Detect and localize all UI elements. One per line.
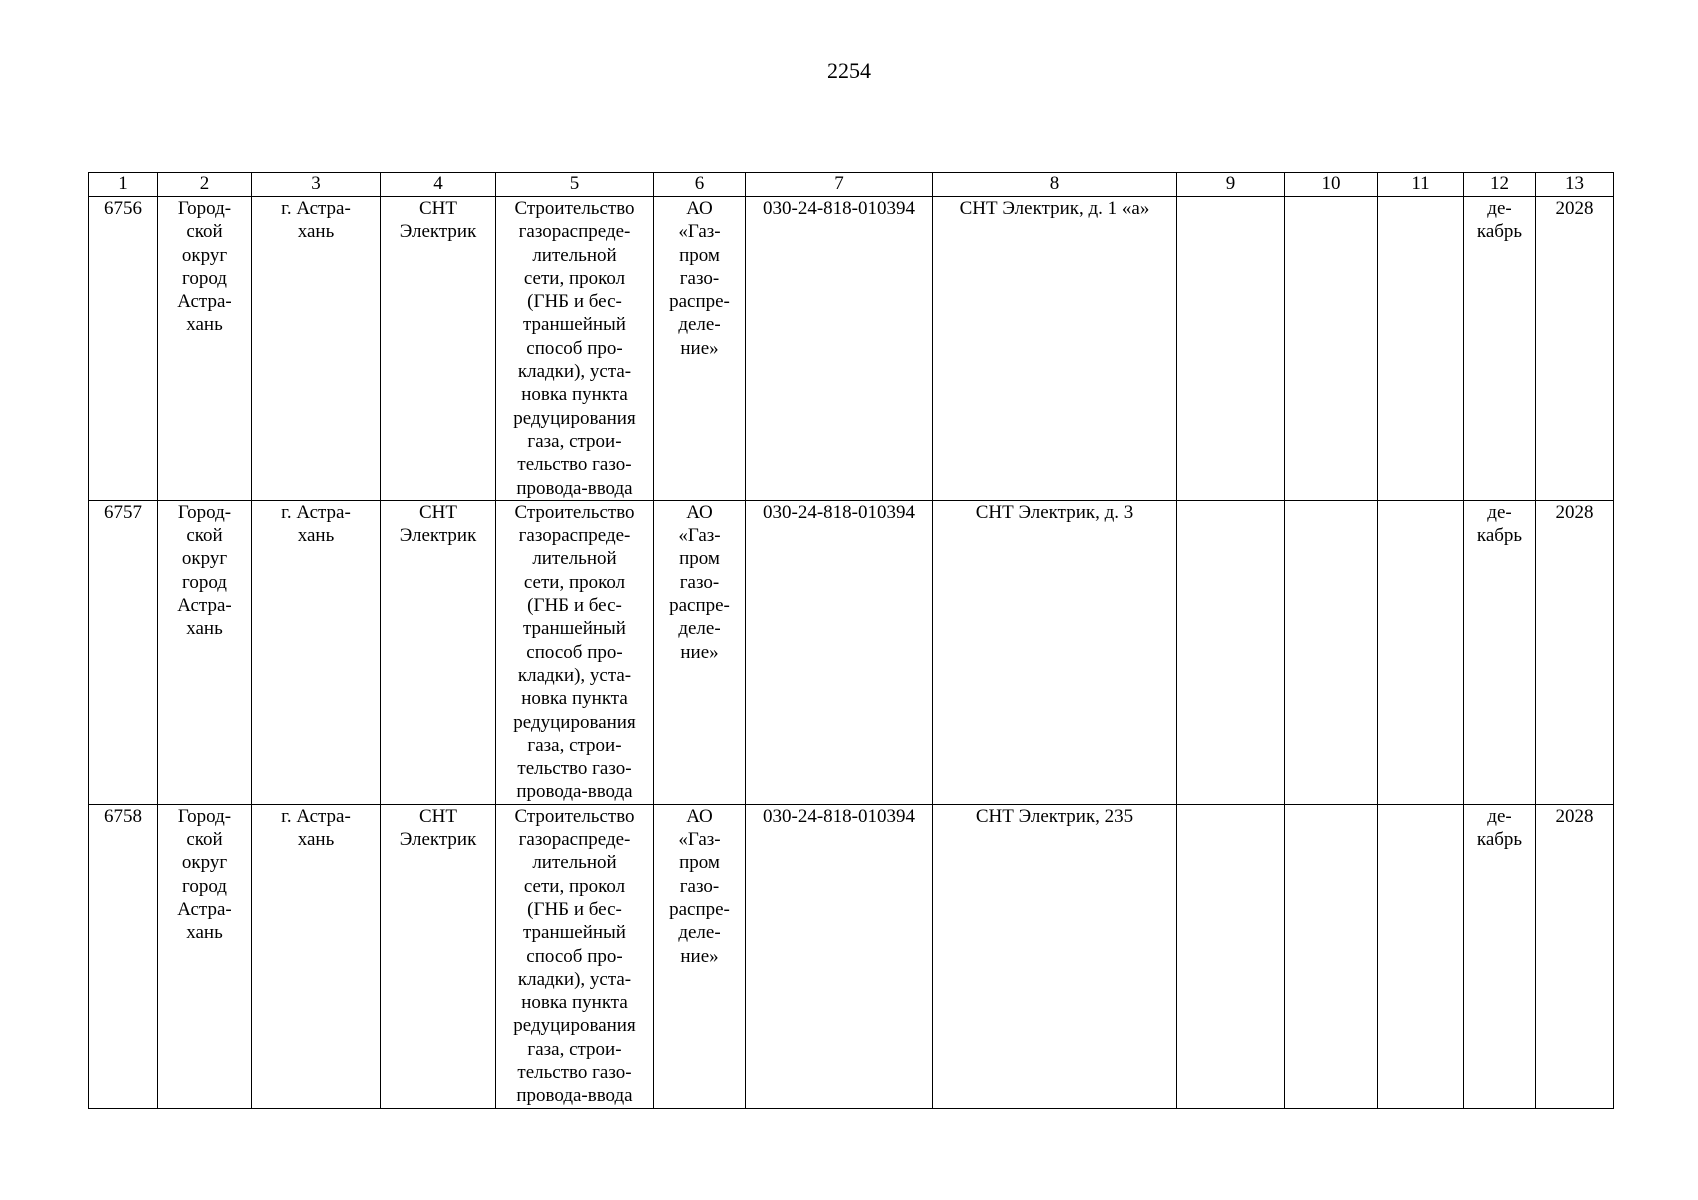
empty-cell — [1285, 500, 1378, 804]
empty-cell — [1177, 197, 1285, 501]
column-number-row — [89, 173, 1614, 197]
code-cell: 030-24-818-010394 — [746, 197, 933, 501]
work-description-cell: Строительство газораспреде- лительной сети, прокол (ГНБ и бес- траншейный способ про- кладки), уста- новка пункта редуцирования газа, строи- тельство газо- провода-ввода — [496, 500, 654, 804]
column-header: 4 — [381, 173, 496, 197]
table-row — [89, 804, 1614, 1108]
row-number-cell: 6758 — [89, 804, 158, 1108]
column-header: 3 — [252, 173, 381, 197]
empty-cell — [1378, 500, 1464, 804]
month-cell: де- кабрь — [1464, 500, 1536, 804]
page-number: 2254 — [827, 58, 871, 83]
column-header: 1 — [89, 173, 158, 197]
address-cell: СНТ Электрик, д. 1 «а» — [933, 197, 1177, 501]
empty-cell — [1378, 197, 1464, 501]
settlement-cell: г. Астра- хань — [252, 804, 381, 1108]
table-row — [89, 197, 1614, 501]
organization-cell: АО «Газ- пром газо- распре- деле- ние» — [654, 500, 746, 804]
organization-cell: АО «Газ- пром газо- распре- деле- ние» — [654, 197, 746, 501]
row-number-cell: 6757 — [89, 500, 158, 804]
table-row — [89, 500, 1614, 804]
month-cell: де- кабрь — [1464, 804, 1536, 1108]
column-header: 7 — [746, 173, 933, 197]
row-number-cell: 6756 — [89, 197, 158, 501]
column-header: 6 — [654, 173, 746, 197]
column-header: 8 — [933, 173, 1177, 197]
column-header: 11 — [1378, 173, 1464, 197]
municipality-cell: Город- ской округ город Астра- хань — [158, 804, 252, 1108]
column-header: 10 — [1285, 173, 1378, 197]
municipality-cell: Город- ской округ город Астра- хань — [158, 500, 252, 804]
column-header: 2 — [158, 173, 252, 197]
column-header: 13 — [1536, 173, 1614, 197]
address-cell: СНТ Электрик, д. 3 — [933, 500, 1177, 804]
settlement-cell: г. Астра- хань — [252, 500, 381, 804]
empty-cell — [1177, 500, 1285, 804]
month-cell: де- кабрь — [1464, 197, 1536, 501]
work-description-cell: Строительство газораспреде- лительной сети, прокол (ГНБ и бес- траншейный способ про- кладки), уста- новка пункта редуцирования газа, строи- тельство газо- провода-ввода — [496, 804, 654, 1108]
year-cell: 2028 — [1536, 500, 1614, 804]
location-cell: СНТ Электрик — [381, 500, 496, 804]
address-cell: СНТ Электрик, 235 — [933, 804, 1177, 1108]
code-cell: 030-24-818-010394 — [746, 804, 933, 1108]
data-table — [88, 172, 1614, 1109]
settlement-cell: г. Астра- хань — [252, 197, 381, 501]
year-cell: 2028 — [1536, 804, 1614, 1108]
work-description-cell: Строительство газораспреде- лительной сети, прокол (ГНБ и бес- траншейный способ про- кладки), уста- новка пункта редуцирования газа, строи- тельство газо- провода-ввода — [496, 197, 654, 501]
empty-cell — [1378, 804, 1464, 1108]
municipality-cell: Город- ской округ город Астра- хань — [158, 197, 252, 501]
column-header: 5 — [496, 173, 654, 197]
year-cell: 2028 — [1536, 197, 1614, 501]
empty-cell — [1285, 804, 1378, 1108]
column-header: 12 — [1464, 173, 1536, 197]
organization-cell: АО «Газ- пром газо- распре- деле- ние» — [654, 804, 746, 1108]
empty-cell — [1285, 197, 1378, 501]
code-cell: 030-24-818-010394 — [746, 500, 933, 804]
location-cell: СНТ Электрик — [381, 804, 496, 1108]
column-header: 9 — [1177, 173, 1285, 197]
empty-cell — [1177, 804, 1285, 1108]
location-cell: СНТ Электрик — [381, 197, 496, 501]
